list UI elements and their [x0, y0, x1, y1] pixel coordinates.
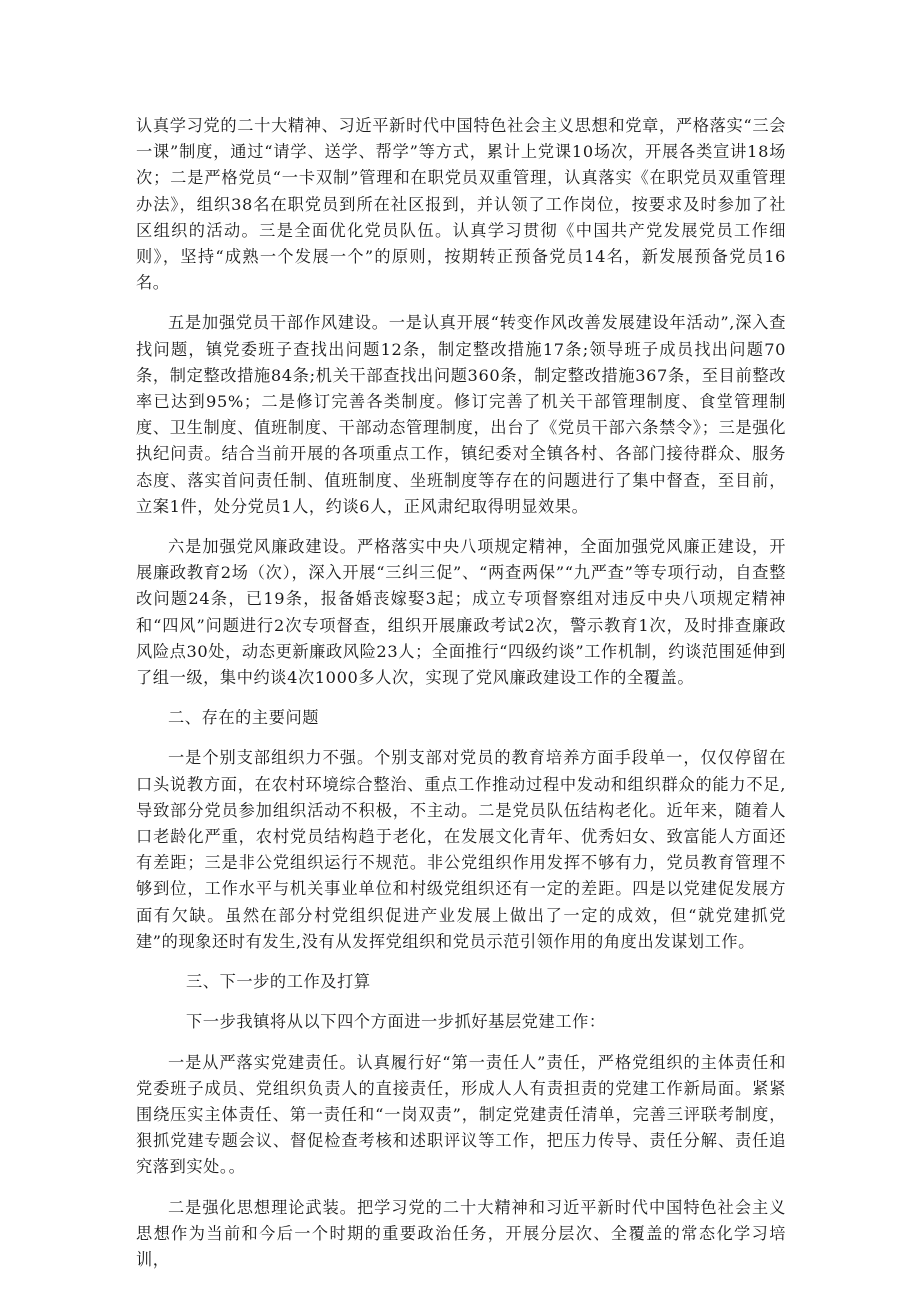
section-heading-next-steps: 三、下一步的工作及打算 — [186, 972, 371, 992]
paragraph-theory-study: 二是强化思想理论武装。把学习党的二十大精神和习近平新时代中国特色社会主义思想作为当前和今后一个时期的重要政治任务，开展分层次、全覆盖的常态化学习培训， — [136, 1197, 786, 1269]
paragraph-problems: 一是个别支部组织力不强。个别支部对党员的教育培养方面手段单一，仅仅停留在口头说教方面，在农村环境综合整治、重点工作推动过程中发动和组织群众的能力不足,导致部分党员参加组织活动不积极，不主动。二是党员队伍结构老化。近年来，随着人口老龄化严重，农村党员结构趋于老化，在发展文化青年、优秀妇女、致富能人方面还有差距；三是非公党组织运行不规范。非公党组织作用发挥不够有力，党员教育管理不够到位，工作水平与机关事业单位和村级党组织还有一定的差距。四是以党建促发展方面有欠缺。虽然在部分村党组织促进产业发展上做出了一定的成效，但“就党建抓党建”的现象还时有发生,没有从发挥党组织和党员示范引领作用的角度出发谋划工作。 — [136, 748, 786, 951]
paragraph-responsibility: 一是从严落实党建责任。认真履行好“第一责任人”责任，严格党组织的主体责任和党委班子成员、党组织负责人的直接责任，形成人人有责担责的党建工作新局面。紧紧围绕压实主体责任、第一责任和“一岗双责”，制定党建责任清单，完善三评联考制度，狠抓党建专题会议、督促检查考核和述职评议等工作，把压力传导、责任分解、责任追究落到实处。。 — [136, 1052, 786, 1177]
next-steps-intro: 下一步我镇将从以下四个方面进一步抓好基层党建工作： — [186, 1012, 606, 1032]
document-page — [136, 113, 786, 1287]
paragraph-clean-governance: 六是加强党风廉政建设。严格落实中央八项规定精神，全面加强党风廉正建设，开展廉政教育2场（次），深入开展“三纠三促”、“两查两保”“九严查”等专项行动，自查整改问题24条，已19条，报备婚丧嫁娶3起；成立专项督察组对违反中央八项规定精神和“四风”问题进行2次专项督查，组织开展廉政考试2次，警示教育1次，及时排查廉政风险点30处，动态更新廉政风险23人；全面推行“四级约谈”工作机制，约谈范围延伸到了组一级，集中约谈4次1000多人次，实现了党风廉政建设工作的全覆盖。 — [136, 537, 786, 688]
paragraph-work-style: 五是加强党员干部作风建设。一是认真开展“转变作风改善发展建设年活动”,深入查找问题，镇党委班子查找出问题12条，制定整改措施17条;领导班子成员找出问题70条，制定整改措施84条;机关干部查找出问题360条，制定整改措施367条，至目前整改率已达到95%；二是修订完善各类制度。修订完善了机关干部管理制度、食堂管理制度、卫生制度、值班制度、干部动态管理制度，出台了《党员干部六条禁令》；三是强化执纪问责。结合当前开展的各项重点工作，镇纪委对全镇各村、各部门接待群众、服务态度、落实首问责任制、值班制度、坐班制度等存在的问题进行了集中督查，至目前，立案1件，处分党员1人，约谈6人，正风肃纪取得明显效果。 — [136, 313, 786, 516]
paragraph-party-study-continuation: 认真学习党的二十大精神、习近平新时代中国特色社会主义思想和党章，严格落实“三会一课”制度，通过“请学、送学、帮学”等方式，累计上党课10场次，开展各类宣讲18场次；二是严格党员“一卡双制”管理和在职党员双重管理，认真落实《在职党员双重管理办法》，组织38名在职党员到所在社区报到，并认领了工作岗位，按要求及时参加了社区组织的活动。三是全面优化党员队伍。认真学习贯彻《中国共产党发展党员工作细则》，坚持“成熟一个发展一个”的原则，按期转正预备党员14名，新发展预备党员16名。 — [136, 116, 786, 293]
section-heading-main-problems: 二、存在的主要问题 — [168, 708, 320, 728]
